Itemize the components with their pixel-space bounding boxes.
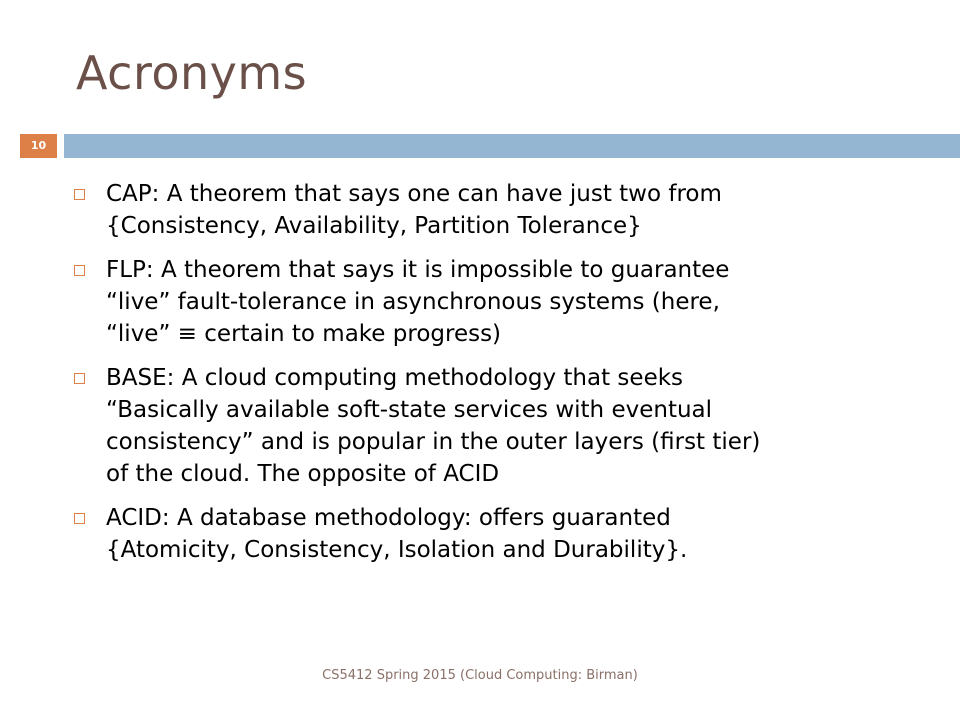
bullet-line: {Consistency, Availability, Partition Tolerance} <box>106 213 642 239</box>
bullet-line: BASE: A cloud computing methodology that seeks <box>106 365 684 391</box>
bullet-item-flp <box>74 254 924 350</box>
bullet-line: ACID: A database methodology: offers guaranted <box>106 505 671 531</box>
bullet-line: of the cloud. The opposite of ACID <box>106 461 500 487</box>
bullet-item-cap <box>74 178 924 242</box>
bullet-item-acid <box>74 502 924 566</box>
bullet-item-base <box>74 362 924 490</box>
slide-number: 10 <box>20 134 57 158</box>
bullet-line: “live” fault-tolerance in asynchronous systems (here, <box>106 289 720 315</box>
bullet-line: consistency” and is popular in the outer layers (first tier) <box>106 429 761 455</box>
bullet-line: “Basically available soft-state services with eventual <box>106 397 713 423</box>
bullet-line: FLP: A theorem that says it is impossible to guarantee <box>106 257 730 283</box>
hollow-square-bullet-icon <box>74 265 85 276</box>
title-rule-bar <box>64 134 960 158</box>
hollow-square-bullet-icon <box>74 513 85 524</box>
bullet-line: “live” ≡ certain to make progress) <box>106 321 502 347</box>
hollow-square-bullet-icon <box>74 189 85 200</box>
bullet-line: CAP: A theorem that says one can have just two from <box>106 181 722 207</box>
slide-footer: CS5412 Spring 2015 (Cloud Computing: Birman) <box>322 668 638 683</box>
bullet-line: {Atomicity, Consistency, Isolation and Durability}. <box>106 537 688 563</box>
bullet-list <box>74 178 924 578</box>
slide-title: Acronyms <box>76 46 308 100</box>
hollow-square-bullet-icon <box>74 373 85 384</box>
